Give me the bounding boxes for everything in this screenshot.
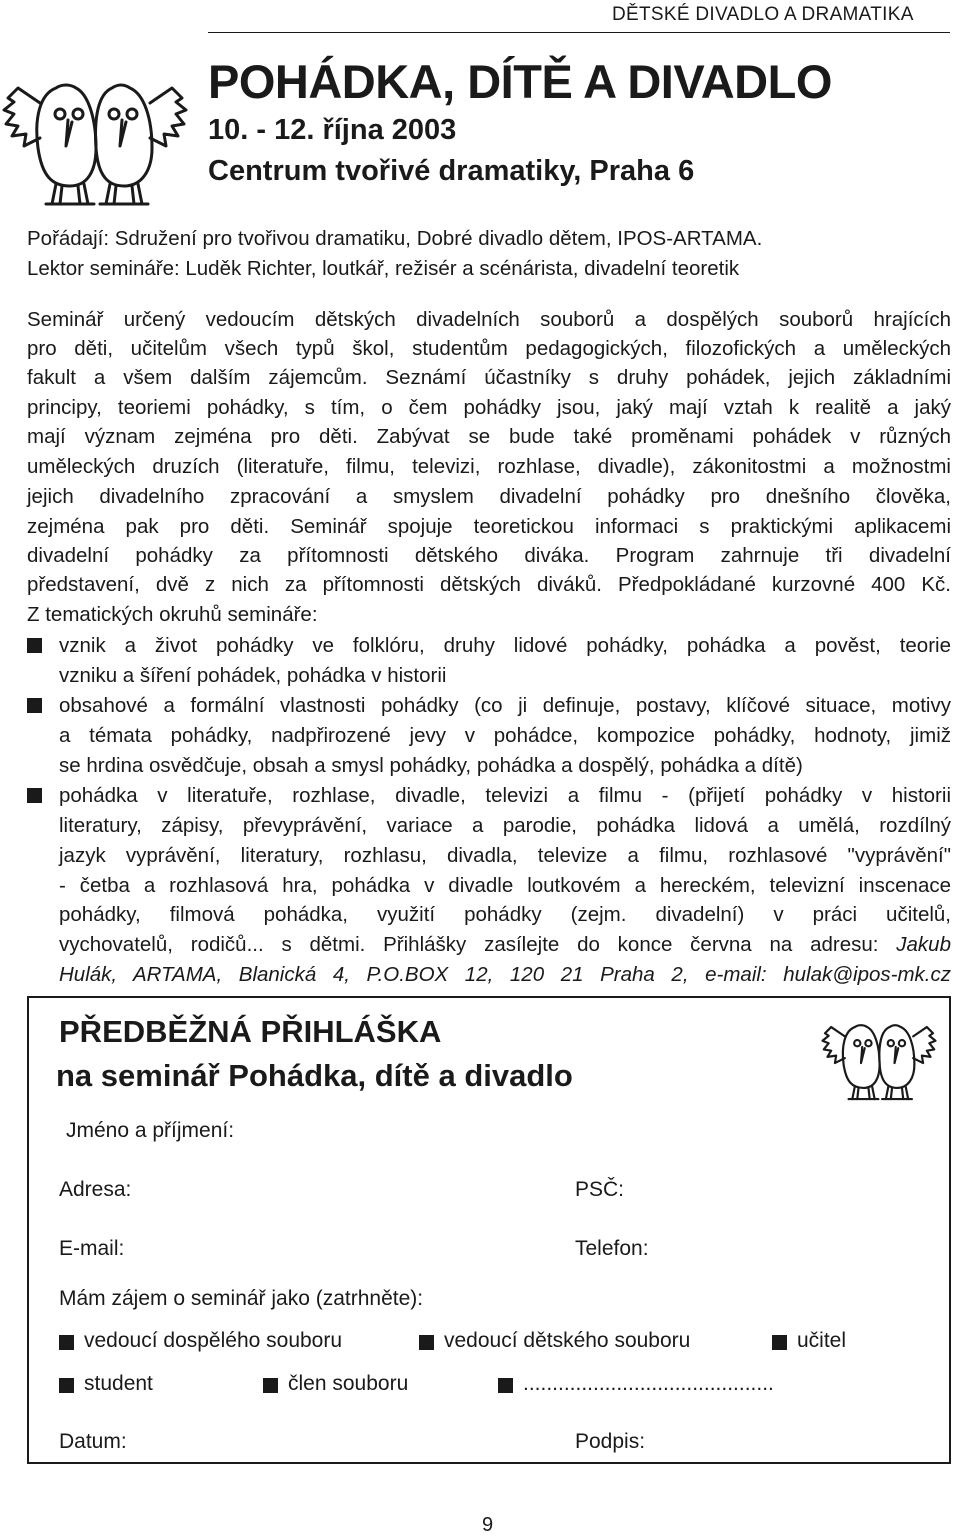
contact-address: Hulák, ARTAMA, Blanická 4, P.O.BOX 12, 120 21 Praha 2, e-mail: hulak@ipos-mk.cz <box>59 963 951 986</box>
contact-name: Jakub <box>896 933 951 956</box>
phone-field-label[interactable]: Telefon: <box>575 1237 649 1260</box>
topic-line: jazyk vyprávění, literatury, rozhlasu, divadla, televize a filmu, rozhlasové "vyprávění" <box>59 844 951 867</box>
bullet-square-icon <box>27 698 42 713</box>
topic-line: se hrdina osvědčuje, obsah a smysl pohádky, pohádka a dospělý, pohádka a dítě) <box>59 754 803 777</box>
topic-line: - četba a rozhlasová hra, pohádka v divadle loutkovém a hereckém, televizní inscenace <box>59 874 951 897</box>
body-line: principy, teoriemi pohádky, s tím, o čem pohádky jsou, jaký mají vztah k realitě a jaký <box>27 396 951 419</box>
checkbox-child-leader[interactable] <box>419 1335 434 1350</box>
email-field-label[interactable]: E-mail: <box>59 1237 125 1260</box>
organizers-line: Pořádají: Sdružení pro tvořivou dramatiku, Dobré divadlo dětem, IPOS-ARTAMA. <box>27 227 763 250</box>
interest-label: Mám zájem o seminář jako (zatrhněte): <box>59 1287 424 1310</box>
topic-line: pohádka v literatuře, rozhlase, divadle, televizi a filmu - (přijetí pohádky v historii <box>59 784 951 807</box>
header-rule <box>208 32 950 33</box>
address-field-label[interactable]: Adresa: <box>59 1178 132 1201</box>
birds-logo <box>820 1006 938 1104</box>
topic-line: obsahové a formální vlastnosti pohádky (co ji definuje, postavy, klíčové situace, motivy <box>59 694 951 717</box>
bullet-square-icon <box>27 788 42 803</box>
name-field-label[interactable]: Jméno a příjmení: <box>66 1119 235 1142</box>
checkbox-member[interactable] <box>263 1378 278 1393</box>
topic-line: vznik a život pohádky ve folklóru, druhy lidové pohádky, pohádka a pověst, teorie <box>59 634 951 657</box>
topic-line: literatury, zápisy, převyprávění, variace a parodie, pohádka lidová a umělá, rozdílný <box>59 814 951 837</box>
zip-field-label[interactable]: PSČ: <box>575 1178 625 1201</box>
option-other[interactable]: ........................................... <box>523 1372 774 1395</box>
body-line: pro děti, učitelům všech typů škol, studentům pedagogických, filozofických a uměleckých <box>27 337 951 360</box>
date-field-label[interactable]: Datum: <box>59 1430 127 1453</box>
checkbox-student[interactable] <box>59 1378 74 1393</box>
signature-field-label[interactable]: Podpis: <box>575 1430 646 1453</box>
page-number: 9 <box>482 1514 494 1536</box>
checkbox-teacher[interactable] <box>772 1335 787 1350</box>
body-line: mají význam zejména pro děti. Zabývat se bude také proměnami pohádek v různých <box>27 425 951 448</box>
topic-line: vzniku a šíření pohádek, pohádka v historii <box>59 664 447 687</box>
page-title: POHÁDKA, DÍTĚ A DIVADLO <box>208 55 832 108</box>
body-line: fakult a všem dalším zájemcům. Seznámí účastníky s druhy pohádek, jejich základními <box>27 366 951 389</box>
form-subtitle: na seminář Pohádka, dítě a divadlo <box>56 1058 573 1093</box>
option-adult-leader[interactable]: vedoucí dospělého souboru <box>84 1329 343 1352</box>
option-child-leader[interactable]: vedoucí dětského souboru <box>444 1329 691 1352</box>
body-line: představení, dvě z nich za přítomnosti dětských diváků. Předpokládané kurzovné 400 Kč. <box>27 573 951 596</box>
option-student[interactable]: student <box>84 1372 153 1395</box>
checkbox-adult-leader[interactable] <box>59 1335 74 1350</box>
topics-heading: Z tematických okruhů semináře: <box>27 603 318 626</box>
birds-logo <box>0 58 190 208</box>
body-line: jejich divadelního zpracování a smyslem divadelní pohádky pro dnešního člověka, <box>27 485 951 508</box>
option-member[interactable]: člen souboru <box>288 1372 409 1395</box>
option-teacher[interactable]: učitel <box>797 1329 847 1352</box>
topic-line: a témata pohádky, nadpřirozené jevy v pohádce, kompozice pohádky, hodnoty, jimiž <box>59 724 951 747</box>
section-header: DĚTSKÉ DIVADLO A DRAMATIKA <box>612 4 914 25</box>
application-info: vychovatelů, rodičů... s dětmi. Přihlášky zasílejte do konce června na adresu: <box>59 933 897 956</box>
body-line: Seminář určený vedoucím dětských divadelních souborů a dospělých souborů hrajících <box>27 308 951 331</box>
body-line: zejména pak pro děti. Seminář spojuje teoretickou informaci s praktickými aplikacemi <box>27 515 951 538</box>
form-title: PŘEDBĚŽNÁ PŘIHLÁŠKA <box>59 1014 442 1049</box>
bullet-square-icon <box>27 638 42 653</box>
body-line: divadelní pohádky za přítomnosti dětského diváka. Program zahrnuje tři divadelní <box>27 544 951 567</box>
checkbox-other[interactable] <box>498 1378 513 1393</box>
body-line: uměleckých druzích (literatuře, filmu, televizi, rozhlase, divadle), zákonitostmi a možnostmi <box>27 455 951 478</box>
topic-line <box>59 930 951 960</box>
event-venue: Centrum tvořivé dramatiky, Praha 6 <box>208 155 695 187</box>
topic-line: pohádky, filmová pohádka, využití pohádky (zejm. divadelní) v práci učitelů, <box>59 903 951 926</box>
lecturer-line: Lektor semináře: Luděk Richter, loutkář, režisér a scénárista, divadelní teoretik <box>27 257 740 280</box>
event-date: 10. - 12. října 2003 <box>208 114 457 146</box>
